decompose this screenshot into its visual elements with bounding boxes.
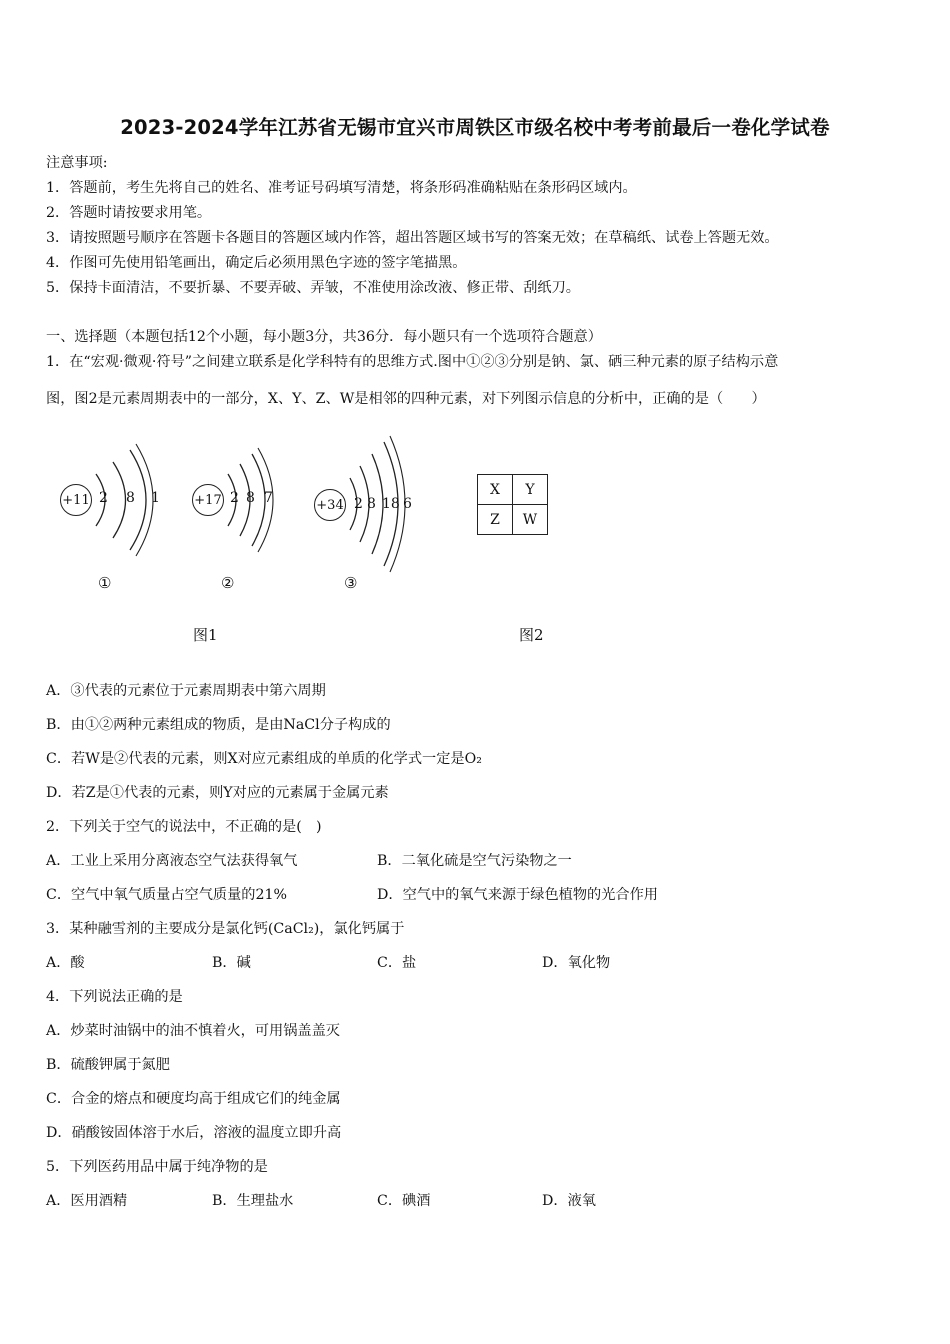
question-2-stem: 2．下列关于空气的说法中，不正确的是( ) (46, 819, 322, 835)
shell-electron-count: 6 (403, 496, 412, 512)
option-c: C．盐 (377, 955, 417, 971)
option-b: B．生理盐水 (212, 1193, 294, 1209)
option-b: B．碱 (212, 955, 251, 971)
atom-diagram-chlorine (190, 440, 300, 560)
shell-electron-count: 2 (230, 490, 239, 506)
option-a: A．工业上采用分离液态空气法获得氧气 (46, 853, 298, 869)
option-d: D．液氧 (542, 1193, 596, 1209)
option-a: A．酸 (46, 955, 85, 971)
option-a: A．③代表的元素位于元素周期表中第六周期 (46, 683, 326, 699)
element-cell: Z (478, 505, 513, 535)
option-c: C．合金的熔点和硬度均高于组成它们的纯金属 (46, 1091, 341, 1107)
option-c: C．空气中氧气质量占空气质量的21% (46, 887, 288, 903)
question-5-stem: 5．下列医药用品中属于纯净物的是 (46, 1159, 268, 1175)
option-b: B．硫酸钾属于氮肥 (46, 1057, 170, 1073)
question-4-stem: 4．下列说法正确的是 (46, 989, 183, 1005)
notice-item: 4．作图可先使用铅笔画出，确定后必须用黑色字迹的签字笔描黑。 (46, 255, 467, 271)
option-d: D．氧化物 (542, 955, 611, 971)
shell-electron-count: 8 (246, 490, 255, 506)
question-3-stem: 3．某种融雪剂的主要成分是氯化钙(CaCl₂)，氯化钙属于 (46, 921, 405, 937)
periodic-table-fragment (477, 474, 548, 535)
option-c: C．若W是②代表的元素，则X对应元素组成的单质的化学式一定是O₂ (46, 751, 482, 767)
shell-electron-count: 18 (382, 496, 400, 512)
element-cell: X (478, 475, 513, 505)
option-b: B．由①②两种元素组成的物质，是由NaCl分子构成的 (46, 717, 391, 733)
option-d: D．若Z是①代表的元素，则Y对应的元素属于金属元素 (46, 785, 389, 801)
figure-label: ① (98, 574, 112, 592)
notice-item: 5．保持卡面清洁，不要折暴、不要弄破、弄皱，不准使用涂改液、修正带、刮纸刀。 (46, 280, 580, 296)
shell-electron-count: 2 (99, 490, 108, 506)
shell-electron-count: 1 (151, 490, 160, 506)
figure-label: ② (221, 574, 235, 592)
notice-item: 1．答题前，考生先将自己的姓名、准考证号码填写清楚，将条形码准确粘贴在条形码区域内。 (46, 180, 637, 196)
option-b: B．二氧化硫是空气污染物之一 (377, 853, 572, 869)
element-cell: W (513, 505, 548, 535)
question-1-stem-line2: 图，图2是元素周期表中的一部分，X、Y、Z、W是相邻的四种元素，对下列图示信息的分析中，正确的是（ ） (46, 391, 766, 407)
option-c: C．碘酒 (377, 1193, 431, 1209)
notice-item: 3．请按照题号顺序在答题卡各题目的答题区域内作答，超出答题区域书写的答案无效；在草稿纸、试卷上答题无效。 (46, 230, 779, 246)
figure-2-caption: 图2 (519, 626, 544, 644)
option-d: D．硝酸铵固体溶于水后，溶液的温度立即升高 (46, 1125, 342, 1141)
section-heading: 一、选择题（本题包括12个小题，每小题3分，共36分．每小题只有一个选项符合题意） (46, 329, 602, 345)
atom-diagram-sodium (58, 440, 168, 560)
nucleus: +34 (314, 489, 346, 521)
shell-electron-count: 2 (354, 496, 363, 512)
shell-electron-count: 8 (126, 490, 135, 506)
nucleus: +17 (192, 484, 224, 516)
element-cell: Y (513, 475, 548, 505)
notice-heading: 注意事项: (46, 155, 108, 171)
figure-1-caption: 图1 (193, 626, 218, 644)
atom-diagram-selenium (312, 432, 432, 568)
question-1-stem-line1: 1．在“宏观·微观·符号”之间建立联系是化学科特有的思维方式.图中①②③分别是钠、氯、硒三种元素的原子结构示意 (46, 354, 779, 370)
nucleus: +11 (60, 484, 92, 516)
page-title: 2023-2024学年江苏省无锡市宜兴市周铁区市级名校中考考前最后一卷化学试卷 (120, 116, 830, 139)
option-d: D．空气中的氧气来源于绿色植物的光合作用 (377, 887, 658, 903)
option-a: A．炒菜时油锅中的油不慎着火，可用锅盖盖灭 (46, 1023, 340, 1039)
notice-item: 2．答题时请按要求用笔。 (46, 205, 212, 221)
figure-label: ③ (344, 574, 358, 592)
shell-electron-count: 7 (264, 490, 273, 506)
option-a: A．医用酒精 (46, 1193, 128, 1209)
shell-electron-count: 8 (367, 496, 376, 512)
